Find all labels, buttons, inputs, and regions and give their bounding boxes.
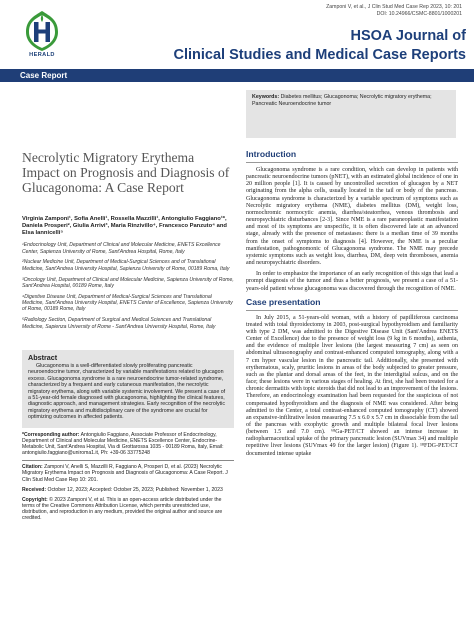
case-presentation-body	[246, 315, 458, 458]
citation-label: Citation:	[22, 464, 43, 471]
section-divider	[246, 162, 458, 163]
journal-title-line-1: HSOA Journal of	[350, 28, 466, 44]
logo-wordmark: HERALD	[29, 52, 55, 58]
received-label: Received:	[22, 486, 47, 493]
keywords-text: Diabetes mellitus; Glucagonoma; Necrolytic migratory erythema; Pancreatic Neuroendocrine tumor	[252, 94, 432, 107]
author-list: Virginia Zamponi¹, Sofia Anelli¹, Rossella Mazzilli¹, Antongiulio Faggiano¹*, Daniela Prosperi², Giulia Arrivi³, Maria Rinzivillo⁴, Francesco Panzuto⁴ and Elsa Iannicelli⁵	[22, 215, 227, 237]
abstract-box	[22, 350, 234, 428]
corresponding-label: *Corresponding author:	[22, 432, 80, 438]
affiliation-item: ⁵Radiology Section, Department of Surgical and Medical Sciences and Translational Medicine, Sapienza University of Rome - Sant'Andrea University Hospital, Rome, Italy	[22, 317, 216, 330]
citation-text: Zamponi V, Anelli S, Mazzilli R, Faggiano A, Prosperi D, et al. (2023) Necrolytic Migratory Erythema Impact on Prognosis and Diagnosis of Glucagonoma: A Case Report. J Clin Stud Med Case Rep 10: 201.	[22, 464, 228, 483]
keywords-box	[246, 90, 456, 138]
citation-block	[22, 464, 234, 482]
dates-block	[22, 487, 234, 493]
copyright-text: © 2023 Zamponi V, et al. This is an open-access article distributed under the terms of the Creative Commons Attribution License, which permits unrestricted use, distribution, and reproduction in any medium, provided the original author and source are credited.	[22, 496, 223, 522]
introduction-paragraph: Glucagonoma syndrome is a rare condition, which can develop in patients with pancreatic neuroendocrine tumors (pNET), with an estimated global incidence of one in 20 million people [1]. It is caused by uncontrolled secretion of glucagon by a NET originating from the alpha cells, usually located in the tail or body of the pancreas. Glucagonoma syndrome is characterized by a variable spectrum of symptoms such as Necrolytic migratory erythema (NME), diabetes mellitus (DM), weight loss, normochromic normocytic anemia, diarrhea/steatorrhea, venous thrombosis and neuropsychiatric disturbances [2-3]. Since NME is a rare paraneoplastic manifestation and most of its symptoms are unspecific, it is often discovered late at an advanced stage, already with the presence of metastases: there is a median time of 39 months from the onset of symptoms to diagnosis [4]. However, the NME is a peculiar manifestation, pathognomonic of Glucagonoma syndrome. The NME may precede systemic symptoms such as weight loss, diarrhea, DM, deep vein thromboses, anemia and neuropsychiatric disorders.	[246, 167, 458, 267]
abstract-text: Glucagonoma is a well-differentiated slowly proliferating pancreatic neuroendocrine tumor, characterized by variable manifestations related to glucagon excess. Glucagonoma syndrome is a rare neuroendocrine tumor-related syndrome, characterized by a frequent and early cutaneous manifestation, the necrolytic migratory erythema, along with variable systemic involvement. We present a case of a 51-year-old female diagnosed with glucagonoma, highlighting the clinical features, diagnostic approach, and management strategies. Early recognition of the necrolytic migratory erythema and multidisciplinary care of the syndrome are crucial for optimizing outcomes in affected patients.	[28, 363, 226, 421]
article-title: Necrolytic Migratory Erythema Impact on Prognosis and Diagnosis of Glucagonoma: A Case Report	[22, 150, 230, 196]
affiliation-item: ³Oncology Unit, Department of Clinical and Molecular Medicine, Sapienza University of Rome, Sant'Andrea Hospital, 00189 Rome, Italy	[22, 276, 234, 289]
keywords-label: Keywords:	[252, 94, 280, 100]
herald-logo-icon	[22, 10, 62, 52]
article-type-label: Case Report	[20, 71, 68, 80]
introduction-paragraph: In order to emphasize the importance of an early recognition of this sign that lead a prompt diagnosis of the tumor and thus a better prognosis, we present a case of a 51-years-old patient whose glucagonoma was discovered through the recognition of NME.	[246, 271, 458, 292]
header-citation	[326, 4, 462, 18]
copyright-block	[22, 497, 234, 521]
journal-title	[86, 27, 466, 64]
section-divider	[246, 310, 458, 311]
received-text: October 12, 2023; Accepted: October 25, 2023; Published: November 1, 2023	[47, 486, 223, 493]
case-presentation-heading: Case presentation	[246, 296, 321, 307]
article-type-banner	[0, 69, 474, 82]
corresponding-author	[22, 432, 234, 456]
citation-line-1: Zamponi V, et al., J Clin Stud Med Case Rep 2023, 10: 201	[326, 4, 462, 10]
affiliation-item: ²Nuclear Medicine Unit, Department of Medical-Surgical Sciences and of Translational Medicine, Sant'Andrea University Hospital, Sapienza University of Rome, 00189 Roma, Italy	[22, 259, 230, 272]
introduction-heading: Introduction	[246, 149, 297, 159]
doi-line: DOI: 10.24966/CSMC-8801/1000201	[376, 11, 462, 17]
left-column	[22, 90, 234, 334]
corresponding-text: Antongiulio Faggiano, Associate Professor of Endocrinology, Department of Clinical and Molecular Medicine, ENETS Excellence Center, Endocrine-Metabolic Unit, Sant'Andrea Hospital, Via di Grottarossa 1035 - 00189 Roma, Italy, Email: antongiulio.faggiano@uniroma1.it, Ph: +39-06 33775248	[22, 432, 224, 457]
case-paragraph: In July 2015, a 51-years-old woman, with a history of papilliferous carcinoma treated with total thyroidectomy in 2003, post-surgical hypothyroidism and familiarity with type 2 DM, was admitted to the Digestive Disease Unit (Sant'Andrea ENETS Center of Excellence) due to the presence of weight loss (9 kg in 6 months), asthenia, and the evidence of multiple liver lesions (the largest measuring 7 cm) as seen on abdominal ultrasonography and contrast-enhanced computed tomography, along with a 7 cm hyper vascular lesion in the pancreatic tail. Additionally, she presented with erythematous, scaly, pruritic lesions in areas of the body subjected to greater pressure, such as the plantar and dorsal areas of the feet, in the interdigital sulcus, and on the face; these lesions were in various stages of healing. At first, she had been treated for a chronic dermatitis with topic steroids that did not lead to an improvement of the lesions. Therefore, an endocrinology examination had been requested for the suspicious of not compensated hypothyroidism and the diagnosis of NME was considered. After being admitted to the Center, a total contrast-enhanced computed tomography (CT) showed an expansive-infiltrative lesion measuring 7.5 x 6.0 x 5.7 cm in dissociable from the tail of the pancreas with exophytic growth and multiple bilateral focal liver lesions (between 1.5 and 7.0 cm). ⁶⁸Ga-PET/CT showed an intense increase in radiopharmaceutical uptake of the primary pancreatic lesion (SUVmax 34) and multiple repetitive liver lesions (SUVmax 49 for the larger lesion) (Figure 1). ¹⁸FDG-PET/CT documented intense uptake	[246, 314, 458, 457]
affiliation-item: ¹Endocrinology Unit, Department of Clinical and Molecular Medicine, ENETS Excellence Center, Sapienza University of Rome, Sant'Andrea Hospital, Rome, Italy	[22, 242, 221, 255]
affiliation-item: ⁴Digestive Disease Unit, Department of Medical-Surgical Sciences and Translational Medicine, Sant'Andrea University Hospital, ENETS Center of Excellence, Sapienza University of Rome, 00189 Rome, Italy	[22, 293, 233, 313]
introduction-body	[246, 167, 458, 293]
article-meta	[22, 432, 234, 525]
journal-title-line-2: Clinical Studies and Medical Case Reports	[173, 47, 466, 63]
meta-divider	[22, 460, 234, 461]
affiliations	[22, 242, 234, 330]
herald-logo	[22, 10, 62, 58]
copyright-label: Copyright:	[22, 496, 48, 503]
abstract-heading: Abstract	[28, 353, 58, 362]
right-column	[246, 149, 458, 462]
